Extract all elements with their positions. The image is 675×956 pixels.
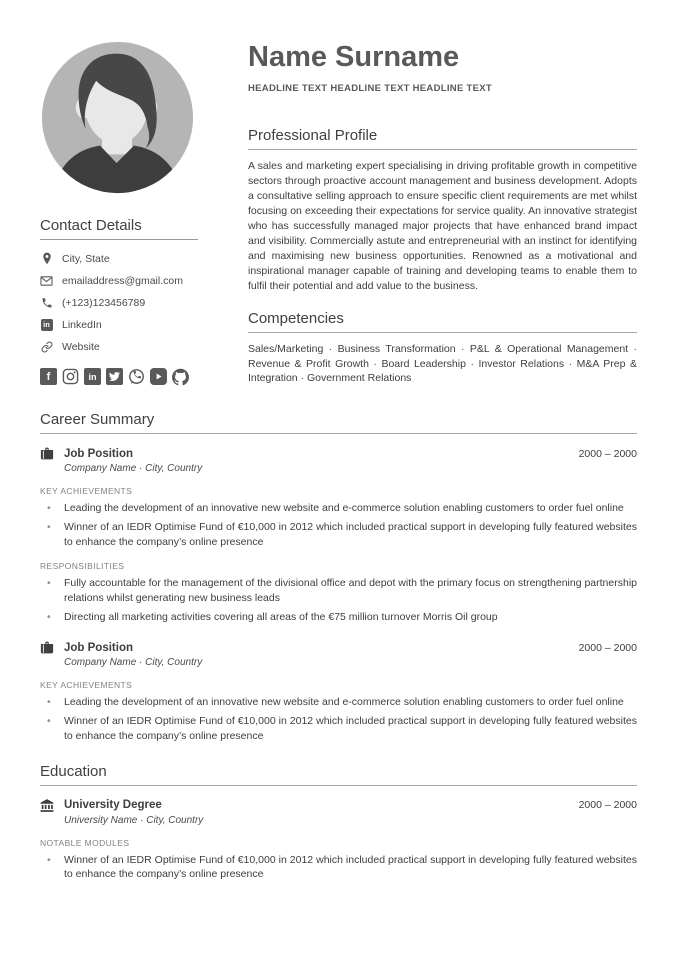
phone-icon (40, 297, 53, 309)
contact-item-phone[interactable] (40, 296, 198, 309)
facebook-icon[interactable]: f (40, 368, 57, 385)
job-company: Company Name · City, Country (64, 463, 203, 475)
contact-item-linkedin[interactable] (40, 318, 198, 331)
contact-item-label: Website (62, 340, 100, 353)
degree-title: University Degree (64, 799, 162, 811)
contact-list (40, 252, 198, 353)
education-entry (40, 799, 637, 882)
key-achievements-list (40, 501, 637, 549)
bullet-item: • Leading the development of an innovative new website and e-commerce solution enabling customers to order fuel online (47, 695, 637, 710)
job-company: Company Name · City, Country (64, 657, 203, 669)
link-icon (40, 341, 53, 353)
job-entry-header (40, 641, 637, 654)
job-title: Job Position (64, 447, 133, 460)
career-summary-heading: Career Summary (40, 411, 637, 434)
bullet-item: • Leading the development of an innovative new website and e-commerce solution enabling customers to order fuel online (47, 501, 637, 516)
name-title: Name Surname (248, 41, 460, 73)
briefcase-icon (40, 447, 55, 460)
career-summary-section (40, 411, 637, 743)
bullet-item: • Fully accountable for the management of the divisional office and depot with the primary focus on strengthening partnership relations whilst generating new business leads (47, 576, 637, 605)
envelope-icon (40, 276, 53, 286)
job-entry (40, 447, 637, 624)
main-column (248, 40, 637, 386)
key-achievements-label: KEY ACHIEVEMENTS (40, 486, 133, 497)
contact-item-email[interactable] (40, 274, 198, 287)
key-achievements-label: KEY ACHIEVEMENTS (40, 680, 133, 691)
sidebar (40, 40, 198, 386)
responsibilities-label: RESPONSIBILITIES (40, 561, 125, 572)
university-name: University Name · City, Country (64, 814, 204, 826)
contact-item-label: City, State (62, 252, 110, 265)
professional-profile-heading: Professional Profile (248, 127, 637, 150)
key-achievements-list (40, 695, 637, 743)
github-icon[interactable] (172, 368, 189, 385)
professional-profile-text: A sales and marketing expert specialising in driving profitable growth in competitive sectors through proactive account management and business development. Adopts a consultative selling approach to ensure specific client requirements are met whilst focusing on exceeding their expectations for service quality. An innovative strategist who has successfully managed major projects that have enhanced brand impact and visibility. Commercially astute and entrepreneurial with an instinct for identifying and maximising new business opportunities. Renowned as a motivational and inspirational manager capable of training and developing teams to enable them to fulfil their potential and add value to the business. (248, 160, 637, 292)
job-dates: 2000 – 2000 (578, 641, 637, 654)
person-placeholder-image (40, 40, 195, 195)
linkedin-icon: in (40, 319, 53, 331)
bullet-item: • Winner of an IEDR Optimise Fund of €10,000 in 2012 which included practical support in developing fully featured websites to enhance the company’s online presence (47, 520, 637, 549)
top-section (40, 40, 637, 386)
notable-modules-label: NOTABLE MODULES (40, 837, 130, 848)
competencies-text: Sales/Marketing · Business Transformation · P&L & Operational Management · Revenue & Profit Growth · Board Leadership · Investor Relations · M&A Prep & Integration · Government Relations (248, 342, 637, 385)
education-dates: 2000 – 2000 (578, 799, 637, 811)
education-heading: Education (40, 763, 637, 786)
contact-item-location (40, 252, 198, 265)
job-dates: 2000 – 2000 (578, 447, 637, 460)
notable-modules-list (40, 853, 637, 882)
contact-item-label: emailaddress@gmail.com (62, 274, 183, 287)
social-icons-row (40, 368, 198, 385)
twitter-icon[interactable] (106, 368, 123, 385)
linkedin-social-icon[interactable]: in (84, 368, 101, 385)
contact-details-heading: Contact Details (40, 217, 198, 240)
bullet-item: • Directing all marketing activities covering all areas of the €75 million turnover Morris Oil group (47, 610, 637, 625)
avatar (40, 40, 195, 195)
job-title: Job Position (64, 641, 133, 654)
contact-item-label: LinkedIn (62, 318, 102, 331)
location-pin-icon (40, 252, 53, 265)
instagram-icon[interactable] (62, 368, 79, 385)
education-entry-header (40, 799, 637, 812)
job-entry-header (40, 447, 637, 460)
education-section (40, 763, 637, 882)
whatsapp-icon[interactable] (128, 368, 145, 385)
job-entry (40, 641, 637, 743)
headline-text: HEADLINE TEXT HEADLINE TEXT HEADLINE TEXT (248, 83, 493, 95)
contact-item-website[interactable] (40, 340, 198, 353)
competencies-heading: Competencies (248, 310, 637, 333)
youtube-icon[interactable] (150, 368, 167, 385)
bullet-item: • Winner of an IEDR Optimise Fund of €10,000 in 2012 which included practical support in developing fully featured websites to enhance the company’s online presence (47, 853, 637, 882)
contact-item-label: (+123)123456789 (62, 296, 146, 309)
university-building-icon (40, 799, 55, 812)
responsibilities-list (40, 576, 637, 624)
briefcase-icon (40, 641, 55, 654)
bullet-item: • Winner of an IEDR Optimise Fund of €10,000 in 2012 which included practical support in developing fully featured websites to enhance the company’s online presence (47, 714, 637, 743)
